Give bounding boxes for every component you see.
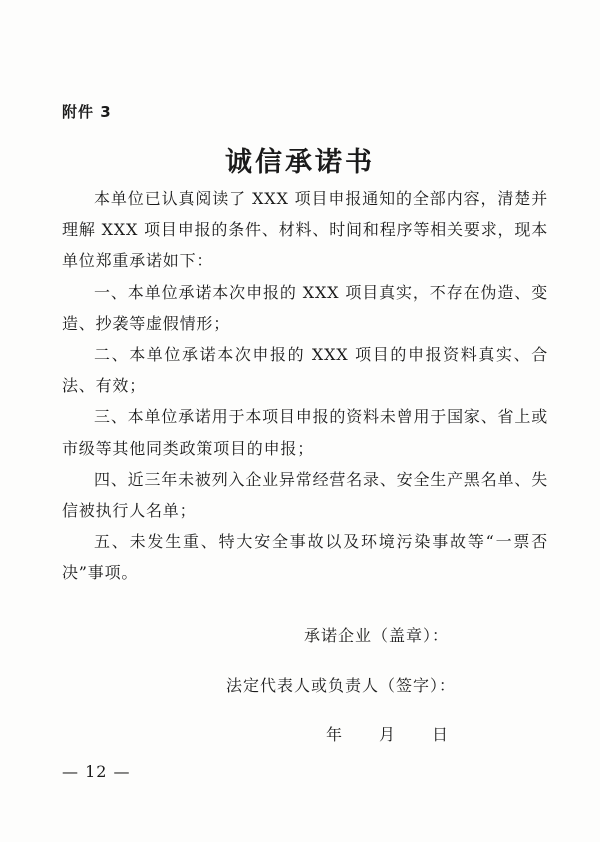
date-year-label: 年 [326,725,344,744]
signature-company-label: 承诺企业（盖章）： [304,626,450,645]
page-number: — 12 — [62,762,131,781]
document-title: 诚信承诺书 [225,147,375,178]
date-day-label: 日 [432,725,450,744]
document-body [62,183,548,589]
signature-date [326,722,449,745]
paragraph-item-1: 一、本单位承诺本次申报的 XXX 项目真实，不存在伪造、变造、抄袭等虚假情形； [62,282,548,333]
paragraph-item-3: 三、本单位承诺用于本项目申报的资料未曾用于国家、省上或市级等其他同类政策项目的申报； [62,407,548,458]
paragraph-intro: 本单位已认真阅读了 XXX 项目申报通知的全部内容，清楚并理解 XXX 项目申报的条件、材料、时间和程序等相关要求，现本单位郑重承诺如下： [62,189,548,271]
paragraph-item-2: 二、本单位承诺本次申报的 XXX 项目的申报资料真实、合法、有效； [62,345,548,396]
attachment-label: 附件 3 [62,103,112,121]
date-month-label: 月 [379,725,397,744]
paragraph-item-5: 五、未发生重、特大安全事故以及环境污染事故等“一票否决”事项。 [62,532,548,583]
paragraph-item-4: 四、近三年未被列入企业异常经营名录、安全生产黑名单、失信被执行人名单； [62,469,548,521]
signature-representative-label: 法定代表人或负责人（签字）： [226,676,457,695]
